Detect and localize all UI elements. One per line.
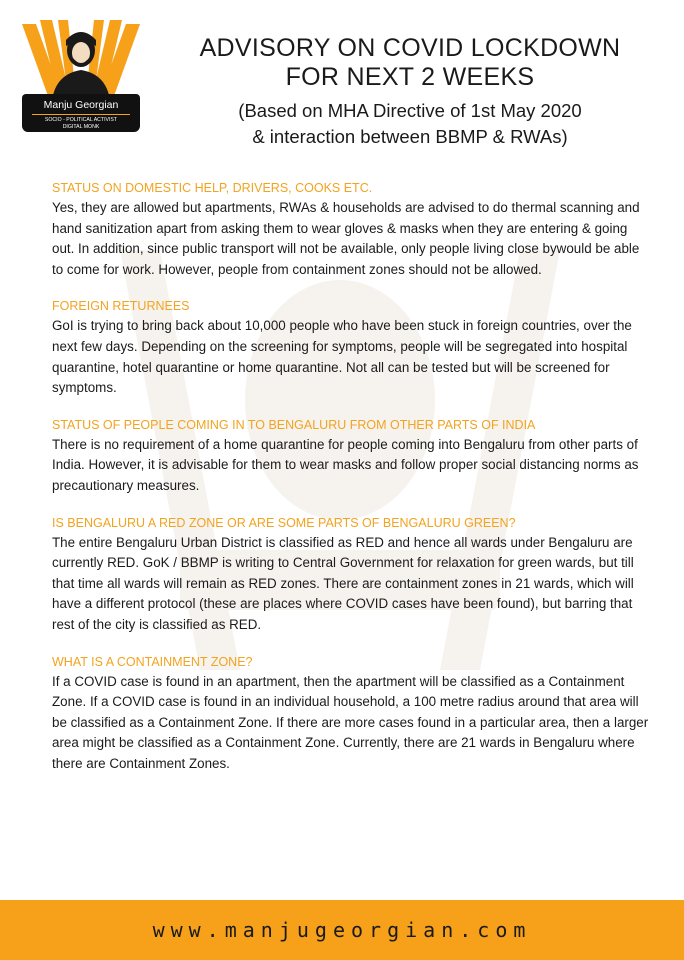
section-heading: STATUS OF PEOPLE COMING IN TO BENGALURU FROM OTHER PARTS OF INDIA [52, 417, 536, 432]
section-domestic-help [52, 180, 652, 280]
section-red-zone [52, 515, 652, 636]
page-subtitle [150, 98, 670, 150]
section-containment-zone [52, 654, 652, 775]
section-body: There is no requirement of a home quarantine for people coming into Bengaluru from other parts of India. However, it is advisable for them to wear masks and follow proper social distancing norms as precautionary measures. [52, 436, 639, 493]
page-title [150, 34, 670, 92]
section-body: If a COVID case is found in an apartment, then the apartment will be classified as a Containment Zone. If a COVID case is found in an individual household, a 100 metre radius around that area will be classified as a Containment Zone. If there are more cases found in a particular area, then a larger area might be classified as a Containment Zone. Currently, there are 21 wards in Bengaluru where there are Containment Zones. [52, 673, 649, 771]
logo-subtitle-line-1: SOCIO - POLITICAL ACTIVIST [44, 117, 118, 123]
title-line-1: ADVISORY ON COVID LOCKDOWN [199, 34, 621, 62]
section-heading: STATUS ON DOMESTIC HELP, DRIVERS, COOKS ETC. [52, 181, 373, 195]
brand-logo [22, 20, 140, 150]
logo-name: Manju Georgian [43, 99, 119, 111]
section-body: Yes, they are allowed but apartments, RWAs & households are advised to do thermal scanning and hand sanitization apart from asking them to wear gloves & masks when they are entering & going out. In addition, since public transport will not be available, only people living close bywould be able to come for work. However, people from containment zones should not be allowed. [52, 200, 640, 277]
section-heading: WHAT IS A CONTAINMENT ZONE? [52, 654, 253, 669]
advisory-content [52, 180, 652, 792]
section-interstate-travellers [52, 417, 652, 497]
title-line-2: FOR NEXT 2 WEEKS [285, 63, 535, 91]
logo-subtitle-line-2: DIGITAL MONK [62, 123, 100, 130]
subtitle-line-2: & interaction between BBMP & RWAs) [252, 126, 568, 147]
logo-divider [32, 114, 130, 115]
portrait-icon [22, 20, 140, 100]
website-link[interactable]: www.manjugeorgian.com [152, 918, 532, 942]
section-body: GoI is trying to bring back about 10,000 people who have been stuck in foreign countries, over the next few days. Depending on the screening for symptoms, people will be segregated into hospital quarantine, hotel quarantine or home quarantine. Not all can be tested but will be screened for symptoms. [52, 318, 632, 396]
logo-subtitle [22, 117, 140, 130]
subtitle-line-1: (Based on MHA Directive of 1st May 2020 [238, 100, 582, 121]
section-foreign-returnees [52, 298, 652, 398]
section-heading: FOREIGN RETURNEES [52, 299, 190, 314]
page-header [150, 34, 670, 150]
section-body: The entire Bengaluru Urban District is classified as RED and hence all wards under Bengaluru are currently RED. GoK / BBMP is writing to Central Government for relaxation for green wards, but till that time all wards will remain as RED zones. There are containment zones in 21 wards, which will have a different protocol (these are places where COVID cases have been found), but barring that rest of the city is classified as RED. [52, 534, 634, 632]
section-heading: IS BENGALURU A RED ZONE OR ARE SOME PARTS OF BENGALURU GREEN? [52, 515, 516, 530]
footer-bar [0, 900, 684, 960]
